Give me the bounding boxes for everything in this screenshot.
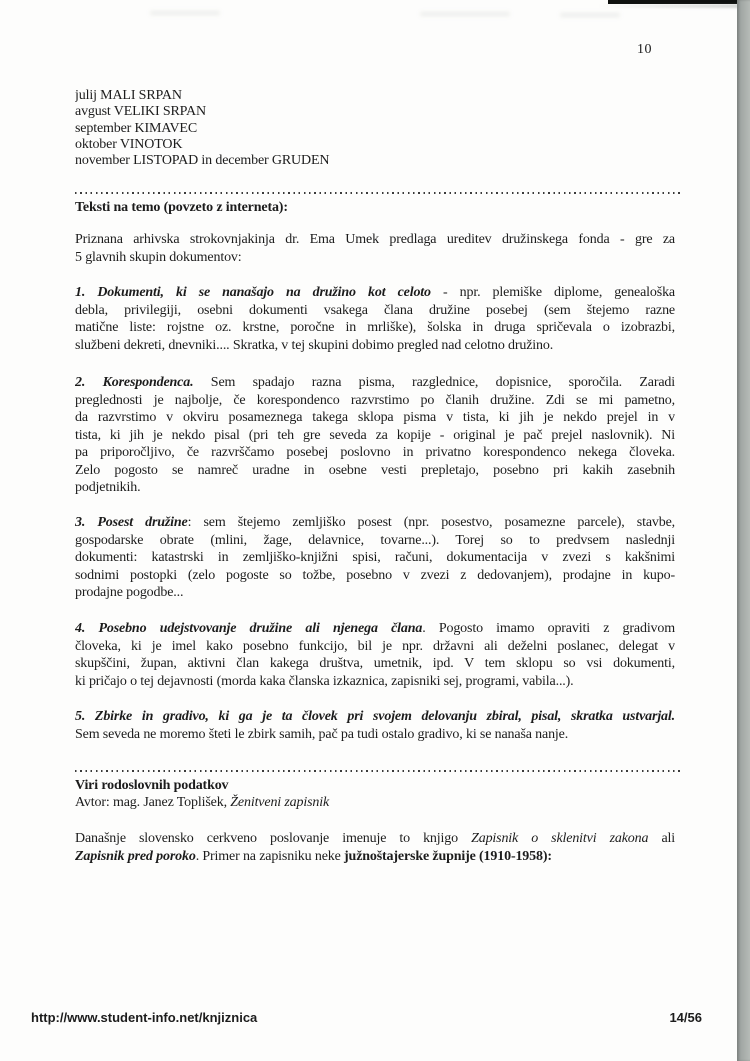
text-line xyxy=(75,319,675,337)
paragraph-udejstvovanje xyxy=(75,620,675,690)
text-segment: oktober VINOTOK xyxy=(75,136,183,152)
section-heading-teksti xyxy=(75,199,675,217)
text-segment: Sem spadajo razna pisma, razglednice, dopisnice, sporočila. Zaradi xyxy=(193,375,675,390)
text-line xyxy=(75,302,675,320)
text-segment: prodajne pogodbe... xyxy=(75,585,184,600)
text-segment: . Primer na zapisniku neke xyxy=(195,848,345,864)
text-segment: južnoštajerske župnije (1910-1958): xyxy=(344,848,552,864)
text-segment: gospodarske obrate (mlini, žage, delavnice, tovarne...). Torej so to predvsem naslednji xyxy=(75,532,675,548)
paragraph-posest xyxy=(75,514,675,602)
text-segment: človeka, ki je imel kako posebno funkcijo, bil je npr. državni ali deželni poslanec, delegat v xyxy=(75,638,675,654)
text-segment: pa priporočljivo, če razvrščamo posebej poslovno in privatno korespondenco nekega človeka. xyxy=(75,445,675,460)
text-line xyxy=(75,153,675,169)
scan-smudge xyxy=(150,11,220,15)
text-segment: skupščini, župan, aktivni član kakega društva, umetnik, ipd. V tem sklopu so vsi dokumenti, xyxy=(75,656,675,671)
text-segment: Avtor: mag. Janez Toplišek, xyxy=(75,795,231,810)
text-line xyxy=(75,514,675,532)
text-line xyxy=(75,708,675,726)
text-segment: . Pogosto imamo opraviti z gradivom xyxy=(422,621,675,636)
text-line xyxy=(75,249,675,267)
text-line xyxy=(75,392,675,410)
text-segment: 3. Posest družine xyxy=(75,515,188,530)
text-segment: Zapisnik pred poroko xyxy=(75,848,196,864)
text-line xyxy=(75,444,675,462)
scan-edge-shadow xyxy=(598,4,750,8)
text-line xyxy=(75,199,675,217)
text-line xyxy=(75,794,675,812)
text-line xyxy=(75,549,675,567)
paragraph-zbirke xyxy=(75,708,675,743)
text-segment: 5 glavnih skupin dokumentov: xyxy=(75,249,242,265)
text-segment: podjetnikih. xyxy=(75,480,141,495)
text-segment: : sem štejemo zemljiško posest (npr. posestvo, posamezne parcele), stavbe, xyxy=(187,515,675,530)
text-segment: ali xyxy=(648,831,675,846)
scan-edge-strip-right xyxy=(737,0,750,1061)
text-segment: september KIMAVEC xyxy=(75,120,198,136)
dotted-divider xyxy=(75,770,681,772)
text-segment: matične liste: rojstne oz. krstne, poročne in mrliške), šolska in druga spričevala o izobrazbi, xyxy=(75,320,675,335)
text-segment: debla, privilegiji, osebni dokumenti vsakega člana družine posebej (sem štejemo razne xyxy=(75,302,675,318)
text-segment: tista, ki jih je nekdo pisal (pri teh gre seveda za kopije - original je pač prejel naslovnik). Ni xyxy=(75,427,675,443)
text-line xyxy=(75,673,675,691)
paragraph-dokumenti xyxy=(75,284,675,354)
page-footer xyxy=(0,1010,750,1028)
sources-heading xyxy=(75,777,675,795)
text-segment: julij MALI SRPAN xyxy=(75,88,182,103)
text-line xyxy=(75,848,675,866)
text-line xyxy=(75,655,675,673)
paragraph-korespondenca xyxy=(75,374,675,497)
text-line xyxy=(75,231,675,249)
footer-page-indicator: 14/56 xyxy=(669,1010,702,1025)
text-segment: Viri rodoslovnih podatkov xyxy=(75,778,229,793)
intro-paragraph xyxy=(75,231,675,266)
text-segment: 2. Korespondenca. xyxy=(75,375,194,390)
text-segment: Današnje slovensko cerkveno poslovanje imenuje to knjigo xyxy=(75,831,472,846)
text-segment: da razvrstimo v okviru posameznega takega sklopa pisma v tista, ki jih je nekdo prejel in v xyxy=(75,410,675,425)
text-segment: službeni dekreti, dnevniki.... Skratka, v tej skupini dobimo pregled nad celotno družino. xyxy=(75,337,554,353)
text-segment: Priznana arhivska strokovnjakinja dr. Ema Umek predlaga ureditev družinskega fonda - gre za xyxy=(75,232,675,247)
text-line xyxy=(75,121,675,137)
text-segment: 5. Zbirke in gradivo, ki ga je ta človek pri svojem delovanju zbiral, pisal, skratka ustvarjal. xyxy=(75,709,675,724)
text-segment: november LISTOPAD in december GRUDEN xyxy=(75,153,330,169)
scan-smudge xyxy=(560,13,620,17)
text-line xyxy=(75,620,675,638)
text-line xyxy=(75,479,675,497)
dotted-divider xyxy=(75,192,681,194)
closing-paragraph xyxy=(75,830,675,865)
text-line xyxy=(75,374,675,392)
text-line xyxy=(75,88,675,104)
text-line xyxy=(75,726,675,744)
scan-smudge xyxy=(420,12,510,16)
text-segment: Ženitveni zapisnik xyxy=(230,795,330,810)
text-segment: 1. Dokumenti, ki se nanašajo na družino kot celoto xyxy=(75,285,431,300)
text-line xyxy=(75,638,675,656)
text-segment: ki pričajo o tej dejavnosti (morda kaka članska izkaznica, zapisniki sej, programi, vabila...). xyxy=(75,673,574,689)
text-line xyxy=(75,137,675,153)
text-line xyxy=(75,427,675,445)
text-line xyxy=(75,462,675,480)
text-segment: dokumenti: katastrski in zemljiško-knjižni spisi, računi, dokumentacija v zvezi s kakšnimi xyxy=(75,550,675,565)
text-segment: preglednosti je najbolje, če korespondenco razvrstimo po članih družine. Zdi se mi pametno, xyxy=(75,392,675,408)
footer-url: http://www.student-info.net/knjiznica xyxy=(31,1010,258,1025)
text-line xyxy=(75,532,675,550)
text-line xyxy=(75,409,675,427)
text-line xyxy=(75,284,675,302)
text-line xyxy=(75,567,675,585)
month-name-list xyxy=(75,88,675,169)
text-segment: - npr. plemiške diplome, genealoška xyxy=(430,285,675,300)
text-segment: Zelo pogosto se namreč uradne in osebne vesti prepletajo, posebno pri kakih zasebnih xyxy=(75,462,675,478)
text-line xyxy=(75,777,675,795)
text-segment: Sem seveda ne moremo šteti le zbirk samih, pač pa tudi ostalo gradivo, ki se nanaša nanje. xyxy=(75,726,569,742)
author-line xyxy=(75,794,675,812)
text-segment: Teksti na temo (povzeto z interneta): xyxy=(75,200,288,215)
text-line xyxy=(75,337,675,355)
page-number: 10 xyxy=(637,42,652,57)
text-line xyxy=(75,104,675,120)
text-line xyxy=(75,830,675,848)
text-segment: 4. Posebno udejstvovanje družine ali njenega člana xyxy=(75,621,423,636)
text-segment: sodnimi postopki (zelo pogoste so tožbe, posebno v zvezi z dedovanjem), prodajne in kupo- xyxy=(75,567,675,583)
text-line xyxy=(75,584,675,602)
text-segment: avgust VELIKI SRPAN xyxy=(75,104,206,120)
text-segment: Zapisnik o sklenitvi zakona xyxy=(471,831,649,846)
